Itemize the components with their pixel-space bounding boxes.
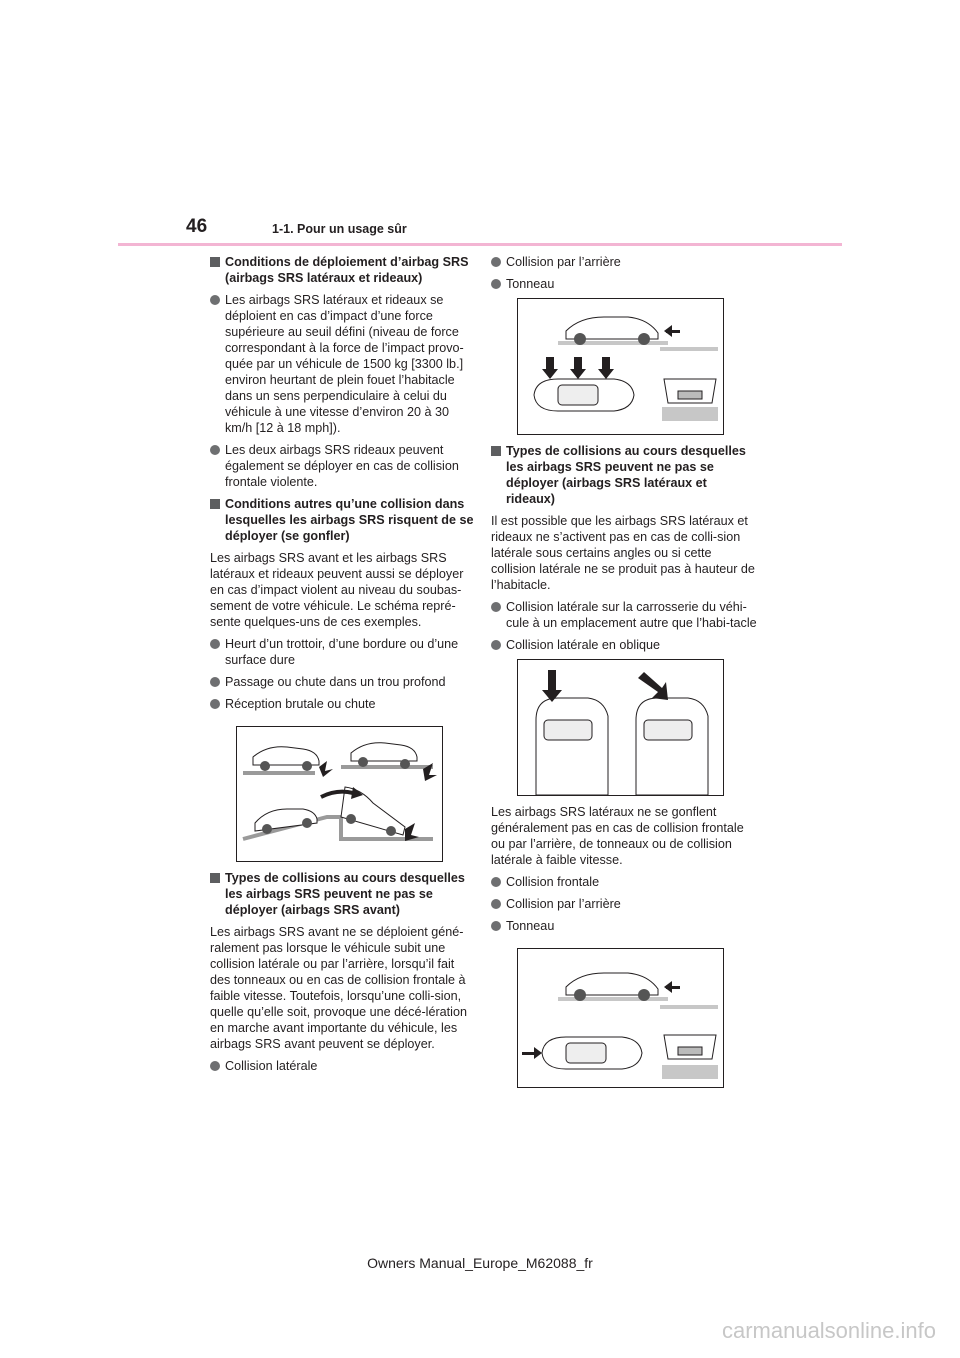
round-bullet-icon (491, 602, 501, 612)
heading-front-airbag-non-deployment: Types de collisions au cours desquelles les airbags SRS peuvent ne pas se déployer (airbags SRS avant) (210, 870, 476, 918)
round-bullet-icon (491, 921, 501, 931)
round-bullet-icon (210, 677, 220, 687)
bullet-item: Collision frontale (491, 874, 757, 890)
round-bullet-icon (491, 877, 501, 887)
round-bullet-icon (210, 639, 220, 649)
heading-side-airbag-non-deployment: Types de collisions au cours desquelles les airbags SRS peuvent ne pas se déployer (airbags SRS latéraux et rideaux) (491, 443, 757, 507)
square-bullet-icon (210, 499, 220, 509)
round-bullet-icon (491, 640, 501, 650)
footer-text: Owners Manual_Europe_M62088_fr (367, 1255, 593, 1271)
paragraph: Il est possible que les airbags SRS latéraux et rideaux ne s’activent pas en cas de colli-sion latérale sous certains angles ou si cette collision latérale ne se produit pas à hauteur de l’habitacle. (491, 514, 755, 592)
bullet-item: Heurt d’un trottoir, d’une bordure ou d’une surface dure (210, 636, 476, 668)
bullet-item: Les deux airbags SRS rideaux peuvent également se déployer en cas de collision frontale violente. (210, 442, 476, 490)
round-bullet-icon (491, 899, 501, 909)
square-bullet-icon (210, 257, 220, 267)
heading-deployment-conditions: Conditions de déploiement d’airbag SRS (airbags SRS latéraux et rideaux) (210, 254, 476, 286)
right-column (491, 254, 757, 1096)
bullet-item: Collision latérale en oblique (491, 637, 757, 653)
square-bullet-icon (491, 446, 501, 456)
bullet-item: Collision latérale sur la carrosserie du véhi-cule à un emplacement autre que l’habi-tacle (491, 599, 757, 631)
bullet-item: Collision par l’arrière (491, 254, 757, 270)
round-bullet-icon (210, 1061, 220, 1071)
bullet-item: Réception brutale ou chute (210, 696, 476, 712)
round-bullet-icon (491, 279, 501, 289)
bullet-item: Collision latérale (210, 1058, 476, 1074)
bullet-item: Collision par l’arrière (491, 896, 757, 912)
illustration-rear-rollover (517, 298, 724, 435)
round-bullet-icon (210, 295, 220, 305)
square-bullet-icon (210, 873, 220, 883)
bullet-item: Les airbags SRS latéraux et rideaux se déploient en cas d’impact d’une force supérieure au seuil défini (niveau de force correspondant à la force de l’impact provo-quée par un véhicule de 1500 kg [3300 lb.] environ heurtant de plein fouet l’habitacle dans un sens perpendiculaire à celui du véhicule à une vitesse d’environ 20 à 30 km/h [12 à 18 mph]). (210, 292, 476, 436)
illustration-underbody-impacts (236, 726, 443, 862)
bullet-item: Tonneau (491, 918, 757, 934)
round-bullet-icon (210, 699, 220, 709)
bullet-item: Tonneau (491, 276, 757, 292)
illustration-frontal-rear-rollover (517, 948, 724, 1088)
section-title: 1-1. Pour un usage sûr (272, 222, 407, 236)
paragraph: Les airbags SRS avant ne se déploient géné-ralement pas lorsque le véhicule subit une collision latérale ou par l’arrière, lorsqu’il fait des tonneaux ou en cas de collision frontale à faible vitesse. Toutefois, lorsqu’une colli-sion, quelle qu’elle soit, provoque une décé-lération en marche avant importante du véhicule, les airbags SRS avant peuvent se déployer. (210, 925, 467, 1051)
illustration-oblique-side-impacts (517, 659, 724, 796)
left-column (210, 254, 476, 1080)
bullet-item: Passage ou chute dans un trou profond (210, 674, 476, 690)
header-rule (118, 243, 842, 246)
round-bullet-icon (491, 257, 501, 267)
round-bullet-icon (210, 445, 220, 455)
watermark: carmanualsonline.info (721, 1318, 936, 1343)
page-number: 46 (186, 216, 208, 237)
heading-non-collision-conditions: Conditions autres qu’une collision dans lesquelles les airbags SRS risquent de se déployer (se gonfler) (210, 496, 476, 544)
paragraph: Les airbags SRS latéraux ne se gonflent généralement pas en cas de collision frontale ou par l’arrière, de tonneaux ou de collision latérale à faible vitesse. (491, 805, 744, 867)
paragraph: Les airbags SRS avant et les airbags SRS latéraux et rideaux peuvent aussi se déployer en cas d’impact violent au niveau du soubas-sement de votre véhicule. Le schéma repré-sente quelques-uns de ces exemples. (210, 551, 464, 629)
